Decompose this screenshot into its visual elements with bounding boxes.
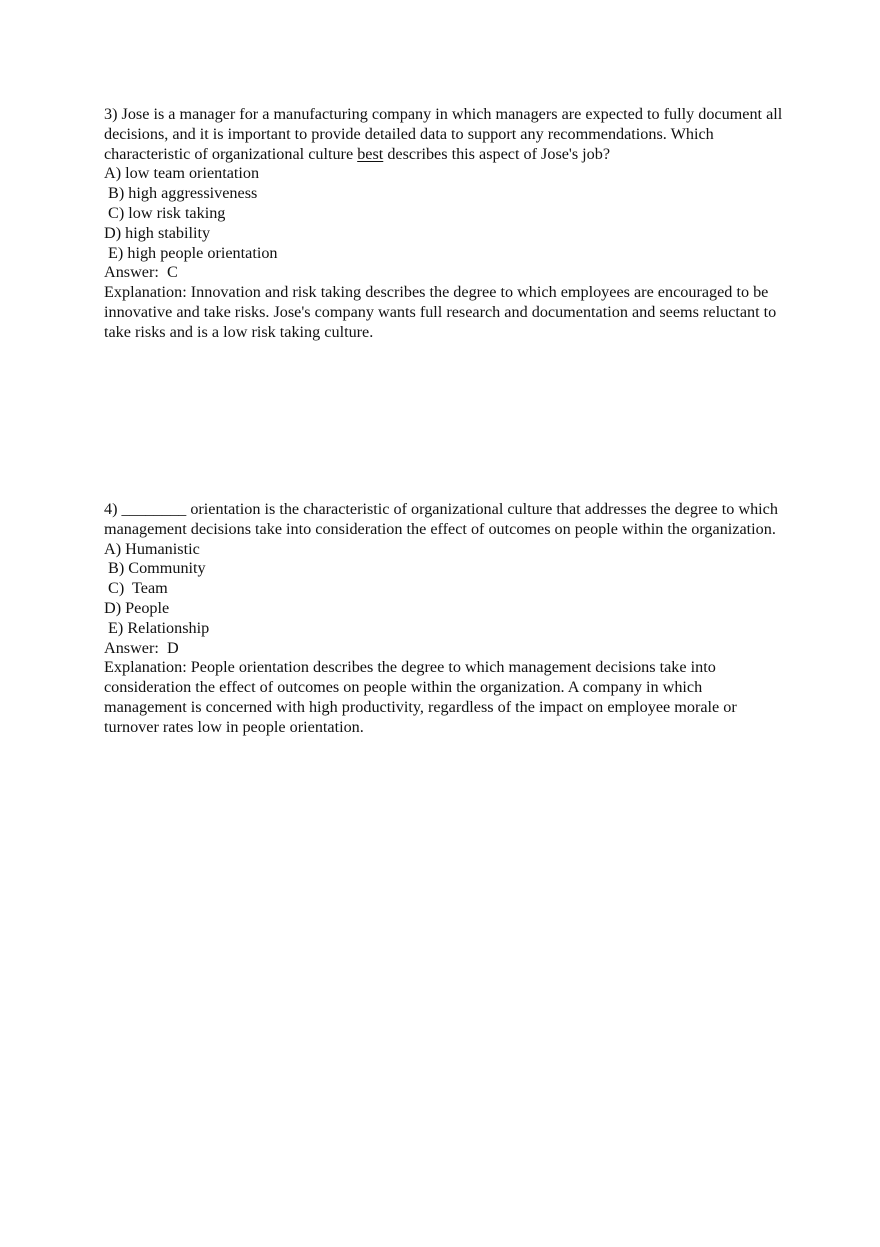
question-3-answer: Answer: C: [104, 263, 178, 282]
question-3-option-b: B) high aggressiveness: [104, 184, 258, 203]
question-3-stem-emphasis: best: [357, 144, 384, 163]
question-4-option-a: A) Humanistic: [104, 539, 200, 558]
question-3-option-a: A) low team orientation: [104, 164, 260, 183]
question-4-explanation: Explanation: People orientation describes the degree to which management decisions take into consideration the effect of outcomes on people within the organization. A company in which management is concerned with high productivity, regardless of the impact on employee morale or turnover rates low in people orientation.: [104, 658, 737, 736]
question-4-option-c: C) Team: [104, 579, 168, 598]
question-3-stem-text: 3) Jose is a manager for a manufacturing company in which managers are expected to fully document all decisions, and it is important to provide detailed data to support any recommendations. Which characteristic of organizational culture: [104, 105, 783, 163]
question-3: [104, 105, 784, 343]
question-3-stem-text-end: describes this aspect of Jose's job?: [383, 144, 611, 163]
question-3-option-e: E) high people orientation: [104, 243, 278, 262]
question-4-stem: 4) ________ orientation is the characteristic of organizational culture that addresses the degree to which management decisions take into consideration the effect of outcomes on people within the organization.: [104, 500, 778, 538]
question-4: [104, 500, 784, 738]
question-3-stem: [104, 105, 784, 164]
question-4-option-e: E) Relationship: [104, 618, 210, 637]
question-3-explanation: Explanation: Innovation and risk taking describes the degree to which employees are encouraged to be innovative and take risks. Jose's company wants full research and documentation and seems reluctant to take risks and is a low risk taking culture.: [104, 283, 777, 341]
question-4-option-d: D) People: [104, 598, 170, 617]
question-4-option-b: B) Community: [104, 559, 206, 578]
question-3-option-d: D) high stability: [104, 223, 211, 242]
question-3-option-c: C) low risk taking: [104, 203, 226, 222]
question-4-answer: Answer: D: [104, 638, 179, 657]
